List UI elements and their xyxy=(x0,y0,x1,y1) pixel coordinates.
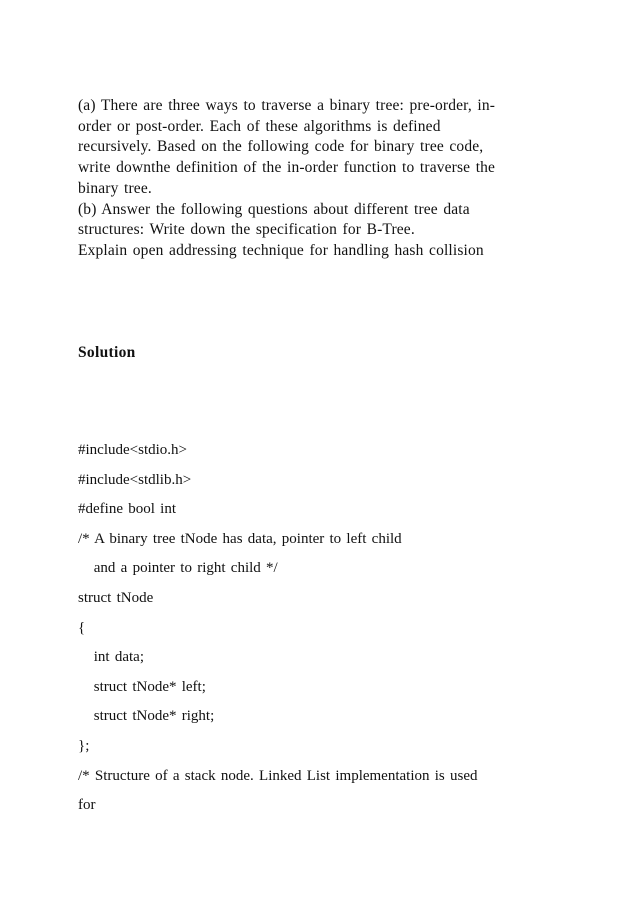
code-line: struct tNode xyxy=(78,589,154,606)
question-line: (a) There are three ways to traverse a binary tree: pre-order, in- xyxy=(78,97,496,114)
code-line: /* A binary tree tNode has data, pointer to left child xyxy=(78,530,402,547)
solution-heading: Solution xyxy=(78,344,136,361)
question-line: write downthe definition of the in-order function to traverse the xyxy=(78,159,496,177)
code-line: #include<stdio.h> xyxy=(78,442,187,458)
code-line: and a pointer to right child */ xyxy=(78,560,278,577)
code-line: { xyxy=(78,619,86,636)
code-line: for xyxy=(78,797,96,814)
question-line: structures: Write down the specification for B-Tree. xyxy=(78,221,415,239)
question-line: Explain open addressing technique for handling hash collision xyxy=(78,241,484,259)
question-line: (b) Answer the following questions about different tree data xyxy=(78,200,470,218)
question-line: binary tree. xyxy=(78,179,152,197)
code-line: #define bool int xyxy=(78,501,176,518)
code-line: int data; xyxy=(78,649,144,666)
code-line: struct tNode* left; xyxy=(78,678,206,695)
code-line: }; xyxy=(78,737,90,754)
question-text xyxy=(78,96,568,262)
code-line: #include<stdlib.h> xyxy=(78,471,192,488)
code-block xyxy=(78,436,578,821)
question-line: recursively. Based on the following code for binary tree code, xyxy=(78,138,484,156)
code-line: /* Structure of a stack node. Linked List implementation is used xyxy=(78,767,478,784)
question-line: order or post-order. Each of these algorithms is defined xyxy=(78,117,441,135)
code-line: struct tNode* right; xyxy=(78,708,215,725)
